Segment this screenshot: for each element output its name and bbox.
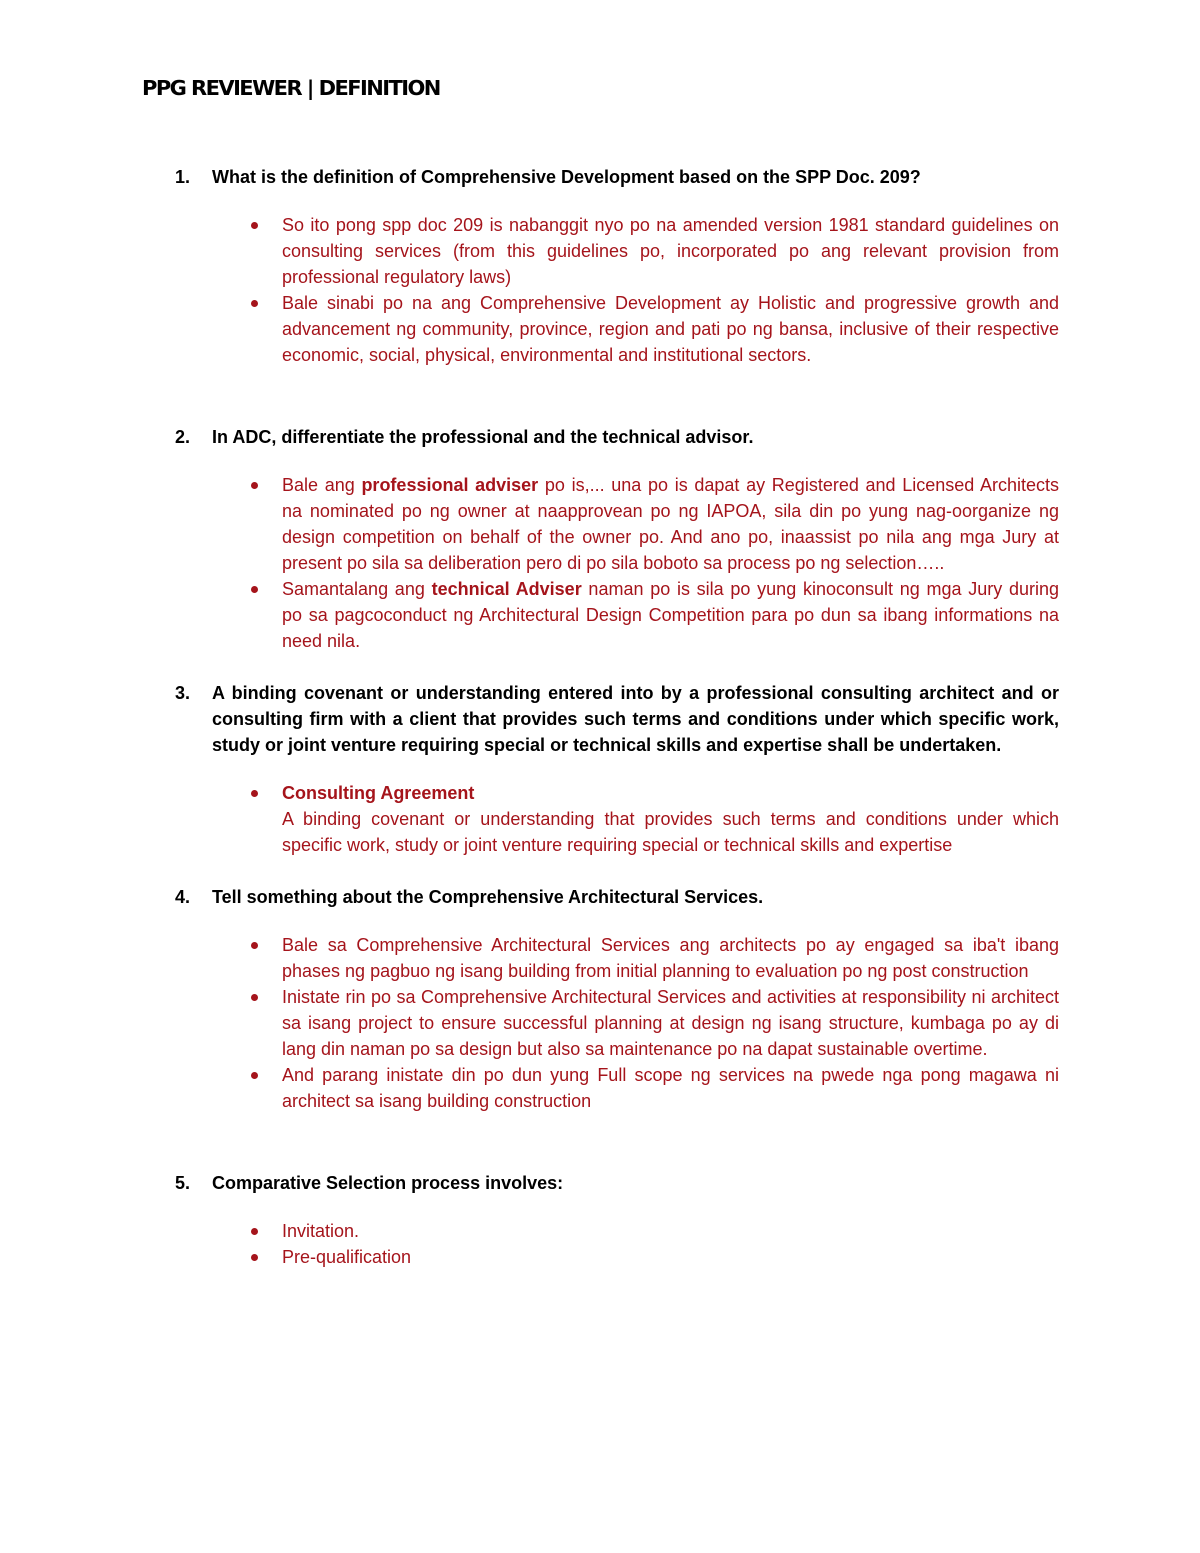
answer-list <box>0 780 1200 858</box>
document-body <box>0 164 1200 1270</box>
answer-text: So ito pong spp doc 209 is nabanggit nyo po na amended version 1981 standard guidelines on consulting services (from this guidelines po, incorporated po ang relevant provision from professional regulatory laws) <box>282 215 1059 287</box>
bullet-icon <box>251 942 258 949</box>
question-text: A binding covenant or understanding entered into by a professional consulting architect and or consulting firm with a client that provides such terms and conditions under which specific work, study or joint venture requiring special or technical skills and expertise shall be undertaken. <box>212 683 1059 755</box>
answer-text-before: Bale ang <box>282 475 362 495</box>
answer-term: professional adviser <box>361 475 539 495</box>
answer-item <box>282 576 1059 654</box>
question-number: 3. <box>175 683 191 703</box>
bullet-icon <box>251 1072 258 1079</box>
answer-item <box>282 984 1059 1062</box>
answer-item <box>282 932 1059 984</box>
answer-item <box>282 1244 1059 1270</box>
answer-term: technical Adviser <box>431 579 582 599</box>
answer-list <box>0 932 1200 1114</box>
answer-list <box>0 472 1200 654</box>
answer-text-after: po is,... una po is dapat ay Registered and Licensed Architects na nominated po ng owner at naapprovean po ng IAPOA, sila din po yung nag-oorganize ng design competition on behalf of the owner po. And ano po, inaassist po nila ang mga Jury at present po sila sa deliberation pero di po sila boboto sa process po ng selection….. <box>282 475 1060 573</box>
question-number: 1. <box>175 167 191 187</box>
answer-text: Bale sa Comprehensive Architectural Services ang architects po ay engaged sa iba't ibang phases ng pagbuo ng isang building from initial planning to evaluation po ng post construction <box>282 935 1059 981</box>
answer-item <box>282 1062 1059 1114</box>
question-section-2 <box>0 424 1200 654</box>
question-1 <box>175 164 1059 190</box>
question-section-5 <box>0 1170 1200 1270</box>
answer-text: Bale sinabi po na ang Comprehensive Development ay Holistic and progressive growth and advancement ng community, province, region and pati po ng bansa, inclusive of their respective economic, social, physical, environmental and institutional sectors. <box>282 293 1059 365</box>
answer-heading: Consulting Agreement <box>282 783 475 803</box>
answer-text: A binding covenant or understanding that provides such terms and conditions under which specific work, study or joint venture requiring special or technical skills and expertise <box>282 809 1059 855</box>
question-text: What is the definition of Comprehensive Development based on the SPP Doc. 209? <box>212 167 921 187</box>
question-number: 2. <box>175 427 191 447</box>
bullet-icon <box>251 482 258 489</box>
answer-text-after: naman po is sila po yung kinoconsult ng mga Jury during po sa pagcoconduct ng Architectural Design Competition para po dun sa ibang informations na need nila. <box>282 579 1059 651</box>
question-4 <box>175 884 1059 910</box>
answer-item <box>282 472 1059 576</box>
answer-item <box>282 780 1059 858</box>
bullet-icon <box>251 222 258 229</box>
question-section-1 <box>0 164 1200 368</box>
answer-item <box>282 212 1059 290</box>
page-header: PPG REVIEWER | DEFINITION <box>142 76 440 100</box>
answer-item <box>282 290 1059 368</box>
question-section-4 <box>0 884 1200 1114</box>
answer-text: And parang inistate din po dun yung Full scope ng services na pwede nga pong magawa ni architect sa isang building construction <box>282 1065 1059 1111</box>
answer-text: Inistate rin po sa Comprehensive Architectural Services and activities at responsibility ni architect sa isang project to ensure successful planning at design ng isang structure, kumbaga po ay di lang din naman po sa design but also sa maintenance po na dapat sustainable overtime. <box>282 987 1059 1059</box>
answer-item <box>282 1218 1059 1244</box>
question-5 <box>175 1170 1059 1196</box>
question-text: Tell something about the Comprehensive Architectural Services. <box>212 887 764 907</box>
bullet-icon <box>251 1228 258 1235</box>
question-text: Comparative Selection process involves: <box>212 1173 564 1193</box>
answer-text: Invitation. <box>282 1221 360 1241</box>
question-text: In ADC, differentiate the professional and the technical advisor. <box>212 427 754 447</box>
bullet-icon <box>251 790 258 797</box>
question-2 <box>175 424 1059 450</box>
answer-text: Pre-qualification <box>282 1247 412 1267</box>
bullet-icon <box>251 1254 258 1261</box>
bullet-icon <box>251 586 258 593</box>
question-number: 4. <box>175 887 191 907</box>
question-section-3 <box>0 680 1200 858</box>
bullet-icon <box>251 300 258 307</box>
question-number: 5. <box>175 1173 191 1193</box>
bullet-icon <box>251 994 258 1001</box>
answer-list <box>0 1218 1200 1270</box>
answer-list <box>0 212 1200 368</box>
question-3 <box>175 680 1059 758</box>
answer-text-before: Samantalang ang <box>282 579 432 599</box>
